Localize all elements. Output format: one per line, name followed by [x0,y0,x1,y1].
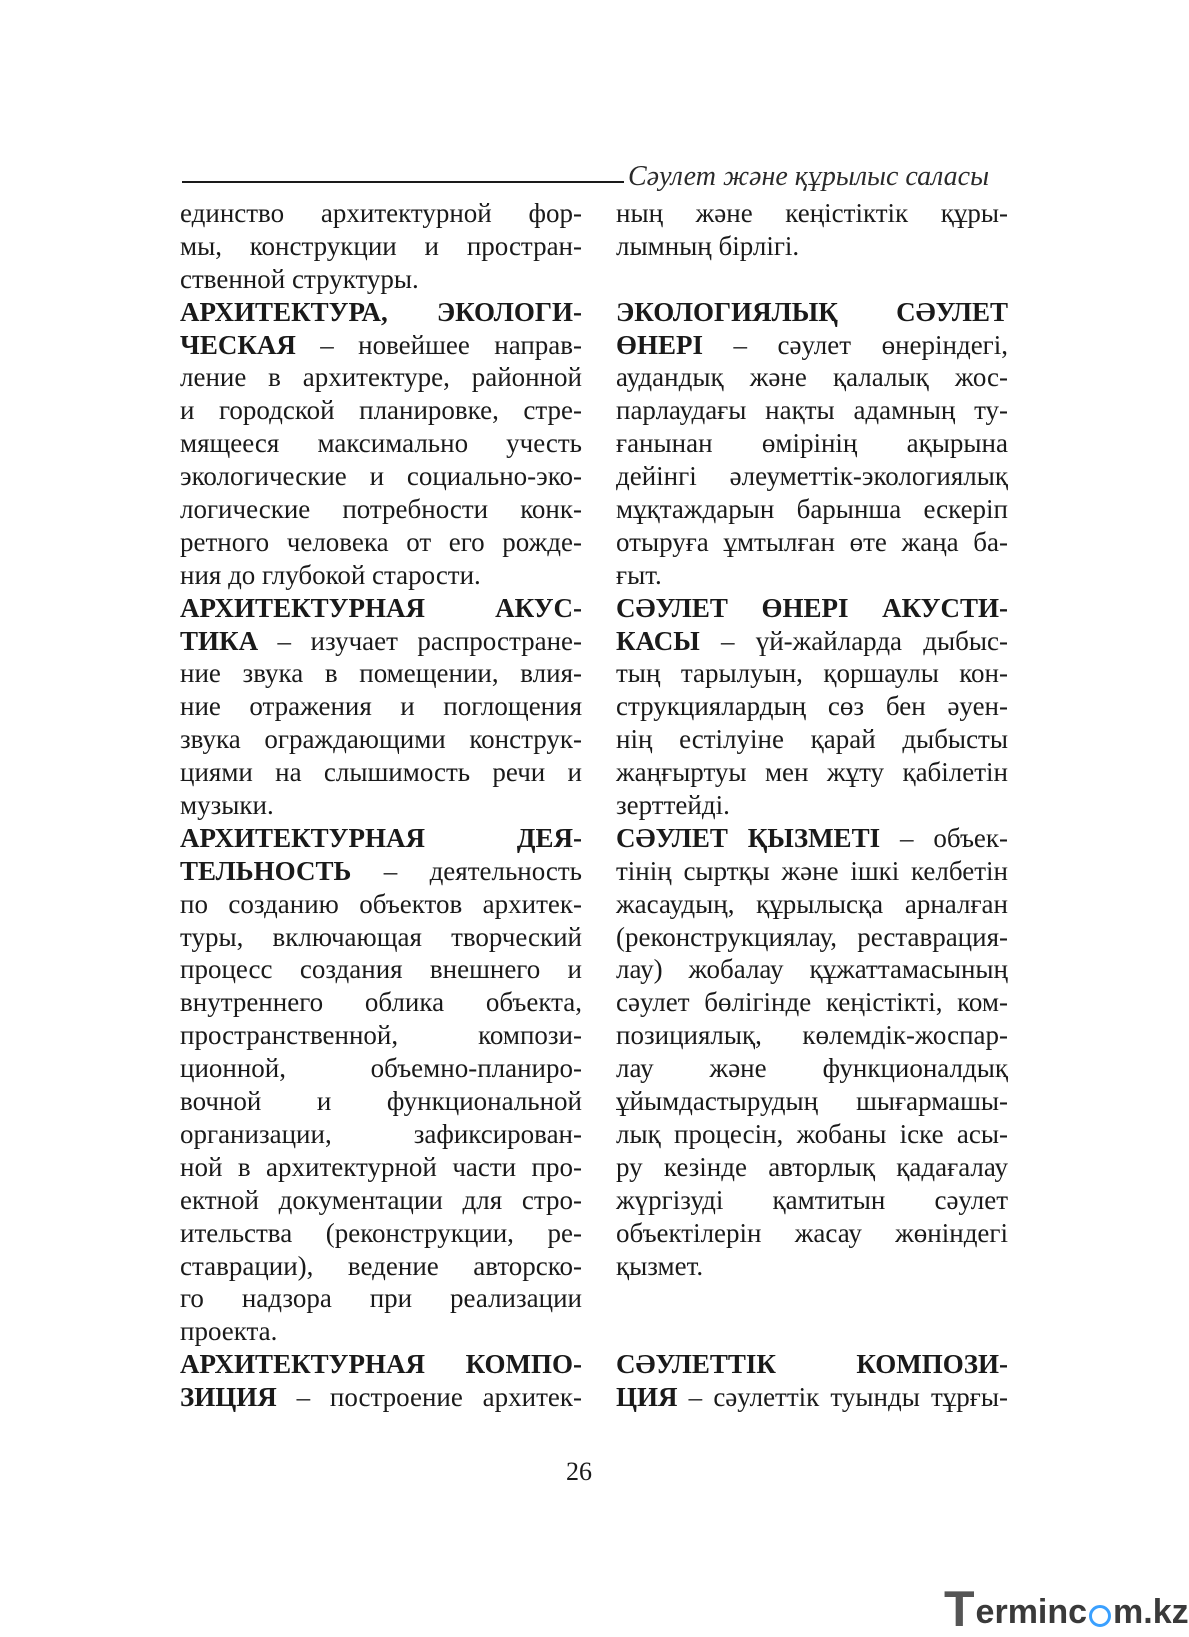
term-heading: ЧЕСКАЯ [180,329,296,360]
text-line [180,526,582,559]
term-heading: ТЕЛЬНОСТЬ [180,855,352,886]
text-line [180,296,582,329]
term-heading: ӨНЕРІ [616,329,704,360]
text-line [180,822,582,855]
text-line [180,921,582,954]
term-heading: АРХИТЕКТУРНАЯ КОМПО- [180,1349,582,1380]
watermark-text-1: erminc [975,1593,1088,1631]
line-text: ственной структуры. [180,263,419,294]
text-line [616,1151,1008,1184]
text-line [180,460,582,493]
text-line [180,427,582,460]
text-line [616,723,1008,756]
text-line [616,1315,1008,1348]
text-line [180,1118,582,1151]
text-line [180,1381,582,1414]
text-line [180,559,582,592]
text-line [180,1184,582,1217]
text-line [180,1019,582,1052]
line-text: туры, включающая творческий [180,921,582,952]
term-heading: СӘУЛЕТТІК КОМПОЗИ- [616,1349,1008,1380]
line-text: ставрации), ведение авторско- [180,1250,582,1281]
line-text: (реконструкциялау, реставрация- [616,921,1008,952]
text-line [616,263,1008,296]
line-text: циями на слышимость речи и [180,757,582,788]
term-heading: ТИКА [180,625,259,656]
text-line [616,690,1008,723]
term-heading: ЭКОЛОГИЯЛЫҚ СӘУЛЕТ [616,296,1008,327]
line-text: ру кезінде авторлық қадағалау [616,1151,1008,1182]
term-heading: КАСЫ [616,625,700,656]
text-line [180,625,582,658]
text-line [180,723,582,756]
text-line [180,394,582,427]
text-line [180,756,582,789]
line-text: парлаудағы нақты адамның ту- [616,395,1008,426]
line-text: ның және кеңістіктік құры- [616,198,1008,228]
text-line [180,1217,582,1250]
line-text: внутреннего облика объекта, [180,987,582,1018]
line-text: лық процесін, жобаны іске асы- [616,1118,1008,1149]
text-line [616,789,1008,822]
text-line [180,953,582,986]
text-line [616,394,1008,427]
line-text: и городской планировке, стре- [180,395,582,426]
line-text: лау) жобалау құжаттамасының [616,954,1008,985]
text-line [616,559,1008,592]
text-line [616,197,1008,230]
line-text: проекта. [180,1316,278,1347]
text-line [180,657,582,690]
term-heading: СӘУЛЕТ ӨНЕРІ АКУСТИ- [616,592,1008,623]
line-text: музыки. [180,790,274,821]
line-text: вочной и функциональной [180,1086,582,1117]
line-text: зерттейді. [616,790,730,821]
line-text: мящееся максимально учесть [180,428,582,459]
text-line [616,1348,1008,1381]
line-text: ционной, объемно-планиро- [180,1053,582,1084]
line-text: аудандық және қалалық жос- [616,362,1008,393]
text-line [180,1085,582,1118]
page-number: 26 [566,1457,592,1486]
line-text: нің естілуіне қарай дыбысты [616,724,1008,755]
line-text: дейінгі әлеуметтік-экологиялық [616,461,1008,492]
term-heading: ЗИЦИЯ [180,1382,277,1413]
line-text: – деятельность [351,855,582,886]
text-line [616,230,1008,263]
text-line [180,592,582,625]
line-text: лымның бірлігі. [616,230,800,261]
text-line [616,657,1008,690]
line-text: отыруға ұмтылған өте жаңа ба- [616,526,1008,557]
text-line [616,1085,1008,1118]
line-text: – изучает распростране- [258,625,582,656]
left-column [180,197,582,1414]
text-line [616,1052,1008,1085]
text-line [180,1052,582,1085]
line-text: единство архитектурной фор- [180,198,582,228]
line-text: – сәулет өнеріндегі, [703,329,1008,360]
line-text: қызмет. [616,1250,704,1281]
text-line [180,986,582,1019]
line-text: струкциялардың сөз бен әуен- [616,691,1008,722]
line-text: мы, конструкции и простран- [180,230,582,261]
text-line [180,197,582,230]
text-line [616,460,1008,493]
text-line [180,1315,582,1348]
line-text: – сәулеттік туынды тұрғы- [677,1382,1008,1413]
line-text: жаңғыртуы мен жұту қабілетін [616,757,1008,788]
line-text: ретного человека от его рожде- [180,526,582,557]
text-line [616,329,1008,362]
line-text: ғыт. [616,559,662,590]
line-text: сәулет бөлігінде кеңістікті, ком- [616,987,1008,1018]
text-line [616,986,1008,1019]
right-column [616,197,1008,1414]
line-text: ектной документации для стро- [180,1184,582,1215]
text-line [180,1348,582,1381]
watermark-initial: T [944,1581,975,1637]
text-line [616,427,1008,460]
text-line [616,361,1008,394]
line-text: ление в архитектуре, районной [180,362,582,393]
line-text: лау және функционалдық [616,1053,1008,1084]
text-line [180,230,582,263]
term-heading: АРХИТЕКТУРНАЯ ДЕЯ- [180,822,582,853]
text-line [616,953,1008,986]
line-text: го надзора при реализации [180,1283,582,1314]
line-text: экологические и социально-эко- [180,461,582,492]
line-text: ительства (реконструкции, ре- [180,1217,582,1248]
line-text: ние звука в помещении, влия- [180,658,582,689]
text-line [616,592,1008,625]
line-text: логические потребности конк- [180,494,582,525]
line-text: – новейшее направ- [295,329,582,360]
line-text: по созданию объектов архитек- [180,888,582,919]
text-line [180,789,582,822]
text-line [616,822,1008,855]
text-line [616,756,1008,789]
line-text: ұйымдастырудың шығармашы- [616,1086,1008,1117]
text-line [180,690,582,723]
watermark-logo [944,1581,1189,1637]
text-line [616,888,1008,921]
line-text: пространственной, компози- [180,1020,582,1051]
line-text: мұқтаждарын барынша ескеріп [616,494,1008,525]
text-line [180,361,582,394]
text-line [180,493,582,526]
text-line [616,493,1008,526]
text-line [616,1381,1008,1414]
term-heading: АРХИТЕКТУРНАЯ АКУС- [180,592,582,623]
text-line [616,625,1008,658]
line-text: – объек- [880,822,1009,853]
line-text: звука ограждающими конструк- [180,724,582,755]
text-line [180,263,582,296]
line-text: организации, зафиксирован- [180,1118,582,1149]
line-text: жасаудың, құрылысқа арналған [616,888,1008,919]
text-line [180,329,582,362]
term-heading: ЦИЯ [616,1382,678,1413]
text-line [616,1217,1008,1250]
text-line [616,1118,1008,1151]
line-text: тінің сыртқы және ішкі келбетін [616,855,1008,886]
line-text: объектілерін жасау жөніндегі [616,1217,1008,1248]
line-text: жүргізуді қамтитын сәулет [616,1184,1008,1215]
text-line [180,1282,582,1315]
line-text: ния до глубокой старости. [180,559,481,590]
text-line [616,526,1008,559]
text-line [180,1151,582,1184]
term-heading: АРХИТЕКТУРА, ЭКОЛОГИ- [180,296,582,327]
term-heading: СӘУЛЕТ ҚЫЗМЕТІ [616,822,881,853]
line-text: позициялық, көлемдік-жоспар- [616,1020,1008,1051]
watermark-text-2: m.kz [1113,1593,1189,1631]
header-rule [182,181,624,183]
line-text: – үй-жайларда дыбыс- [699,625,1008,656]
line-text: ние отражения и поглощения [180,691,582,722]
text-line [616,296,1008,329]
line-text: тың тарылуын, қоршаулы кон- [616,658,1008,689]
text-line [616,855,1008,888]
line-text: процесс создания внешнего и [180,954,582,985]
text-line [180,1250,582,1283]
text-line [616,921,1008,954]
running-head: Сәулет және құрылыс саласы [628,161,990,192]
text-line [616,1282,1008,1315]
text-line [616,1250,1008,1283]
text-line [180,888,582,921]
text-line [180,855,582,888]
line-text: – построение архитек- [276,1382,582,1413]
text-line [616,1019,1008,1052]
line-text: ной в архитектурной части про- [180,1151,582,1182]
magnifier-icon [1089,1605,1111,1627]
line-text: ғанынан өмірінің ақырына [616,428,1008,459]
text-line [616,1184,1008,1217]
